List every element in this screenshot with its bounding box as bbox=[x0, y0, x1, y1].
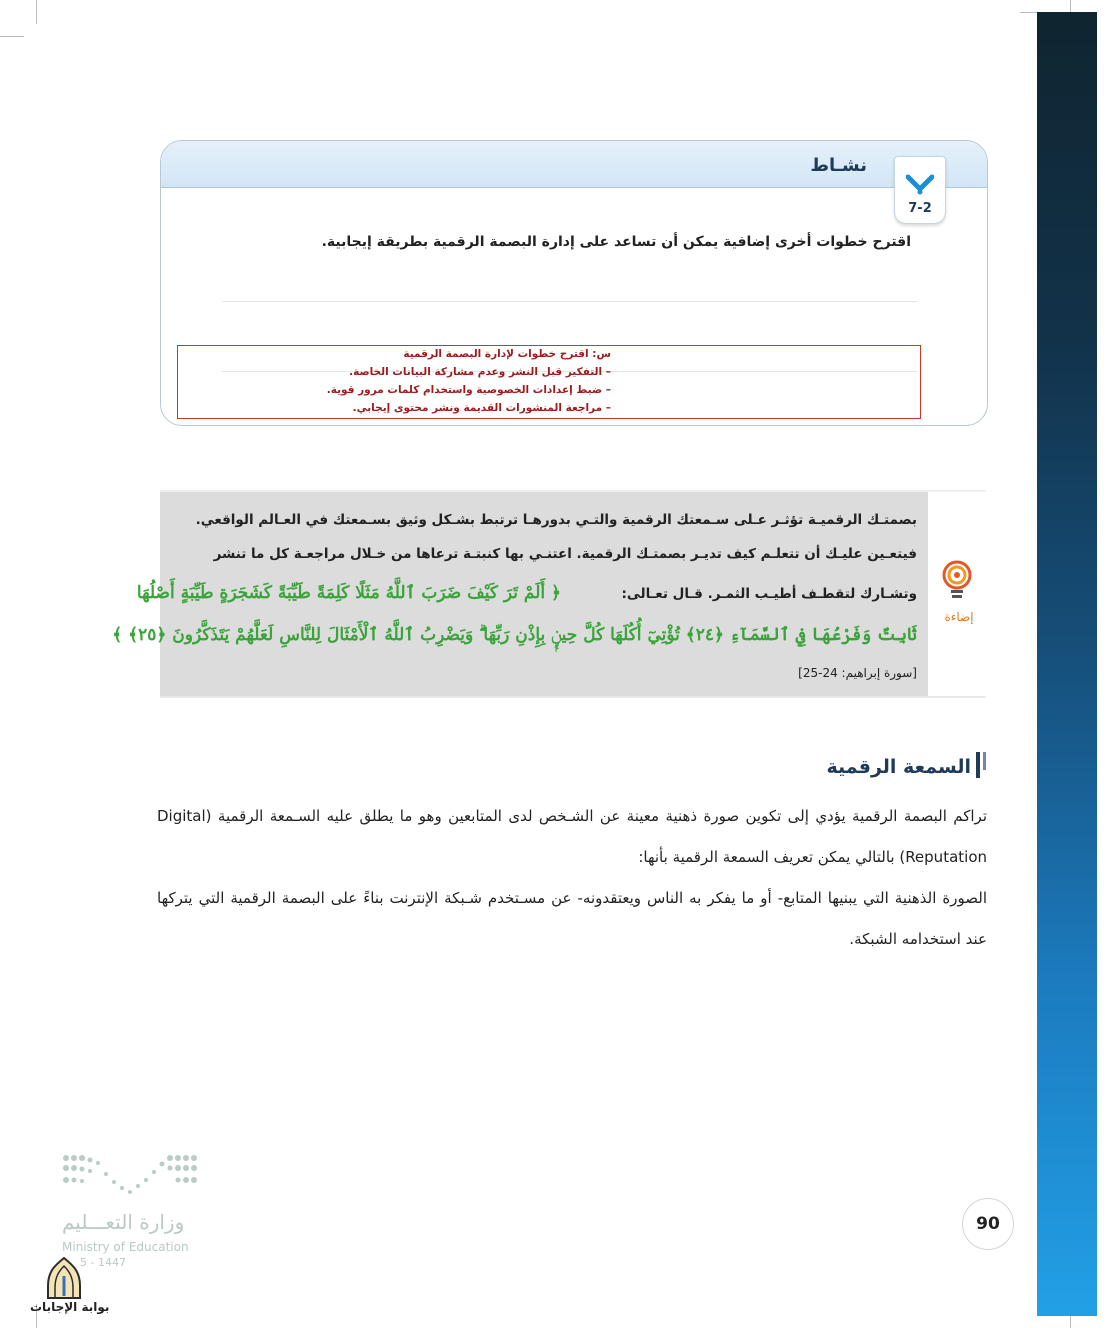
answer-line: – ضبط إعدادات الخصوصية واستخدام كلمات مرور قوية. bbox=[326, 384, 611, 396]
chevron-logo-icon bbox=[906, 173, 934, 195]
activity-badge bbox=[894, 156, 946, 224]
page-number: 90 bbox=[962, 1198, 1014, 1250]
insight-text-line: بصمتـك الرقميـة تؤثـر عـلى سـمعتك الرقمية والتـي بدورهـا ترتبط بشـكل وثيق بسـمعتك في العـالم الواقعي. bbox=[195, 512, 917, 528]
activity-header bbox=[161, 141, 987, 188]
paragraph: الصورة الذهنية التي يبنيها المتابع- أو ما يفكر به الناس ويعتقدونه- عن مسـتخدم شـبكة الإنترنت بناءً على البصمة الرقمية التي يتركها عند استخدامه الشبكة. bbox=[157, 889, 987, 948]
side-color-strip bbox=[1037, 12, 1097, 1316]
section-title: السمعة الرقمية bbox=[826, 756, 971, 778]
answer-line: س: اقترح خطوات لإدارة البصمة الرقمية bbox=[403, 348, 611, 360]
section-marker bbox=[976, 752, 980, 778]
activity-prompt: اقترح خطوات أخرى إضافية يمكن أن تساعد على إدارة البصمة الرقمية بطريقة إيجابية. bbox=[321, 234, 911, 250]
answer-rule bbox=[222, 301, 917, 302]
lightbulb-icon bbox=[940, 560, 974, 602]
verse-reference: [سورة إبراهيم: 24-25] bbox=[798, 666, 917, 680]
crop-mark bbox=[36, 0, 37, 24]
paragraph: تراكم البصمة الرقمية يؤدي إلى تكوين صورة ذهنية معينة عن الشـخص لدى المتابعين وهو ما يطلق عليه السـمعة الرقمية (Digital Reputation) بالتالي يمكن تعريف السمعة الرقمية بأنها: bbox=[157, 807, 987, 866]
section-marker bbox=[983, 752, 986, 770]
crop-mark bbox=[0, 36, 24, 37]
insight-text-line: فيتعـين عليـك أن تتعلـم كيف تديـر بصمتـك الرقمية. اعتنـي بها كنبتـة ترعاها من خـلال مراجعـة كل ما تنشر bbox=[213, 546, 917, 562]
panel-divider bbox=[160, 696, 986, 698]
ministry-name-ar: وزارة التعـــليم bbox=[62, 1210, 185, 1234]
portal-logo-icon bbox=[44, 1256, 84, 1300]
activity-title: نشـاط bbox=[810, 155, 867, 176]
edition-year: 5 - 1447 bbox=[80, 1256, 126, 1269]
insight-icon-column bbox=[928, 490, 986, 698]
quran-verse-line: ثَابِتٌ وَفَرْعُهَا فِي ٱلسَّمَآءِ ﴿٢٤﴾ تُؤْتِيٓ أُكُلَهَا كُلَّ حِينٍۭ بِإِذْنِ رَبِّهَا ۗ وَيَضْرِبُ ٱللَّهُ ٱلْأَمْثَالَ لِلنَّاسِ لَعَلَّهُمْ يَتَذَكَّرُونَ ﴿٢٥﴾ ﴾ bbox=[112, 625, 917, 645]
quran-verse-line: ﴿ أَلَمْ تَرَ كَيْفَ ضَرَبَ ٱللَّهُ مَثَلًا كَلِمَةً طَيِّبَةً كَشَجَرَةٍ طَيِّبَةٍ أَصْلُهَا bbox=[136, 583, 561, 603]
activity-number: 7-2 bbox=[908, 201, 932, 216]
insight-label: إضاءة bbox=[944, 610, 974, 624]
portal-name: بوابة الإجابات bbox=[30, 1300, 110, 1314]
answer-line: – مراجعة المنشورات القديمة ونشر محتوى إيجابي. bbox=[352, 402, 611, 414]
answer-line: – التفكير قبل النشر وعدم مشاركة البيانات الخاصة. bbox=[349, 366, 611, 378]
ministry-logo-icon bbox=[62, 1154, 198, 1198]
ministry-name-en: Ministry of Education bbox=[62, 1240, 189, 1254]
insight-text-line: وتشـارك لتقطـف أطيـب الثمـر. قـال تعـالى: bbox=[621, 586, 917, 602]
